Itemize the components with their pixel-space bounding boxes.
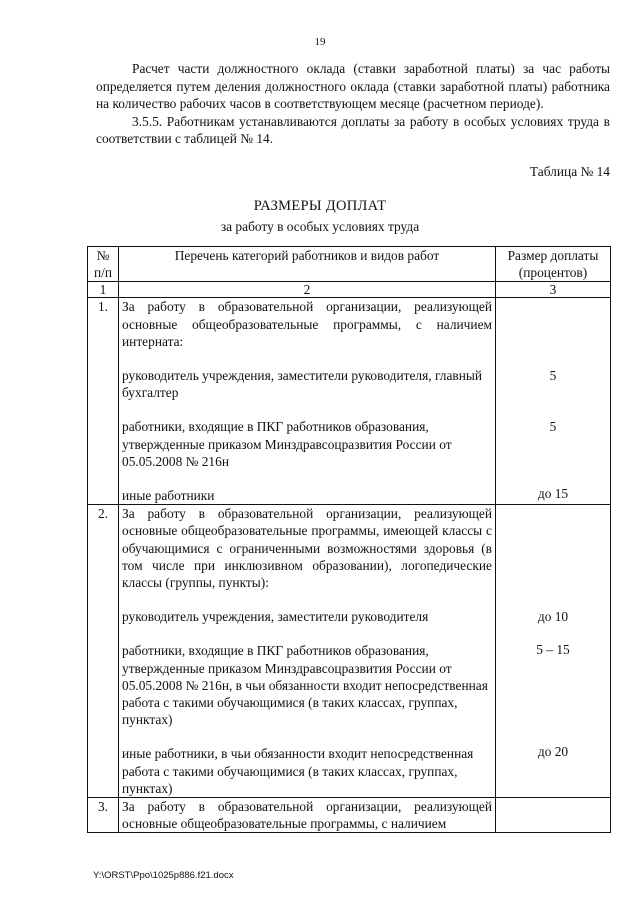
row-content	[119, 298, 496, 505]
table-subtitle: за работу в особых условиях труда	[220, 219, 420, 234]
header-rate: Размер доплаты (процентов)	[496, 247, 611, 282]
table-row	[88, 505, 611, 798]
column-number: 2	[119, 282, 496, 298]
header-list: Перечень категорий работников и видов работ	[119, 247, 496, 282]
footer-file-path: Y:\ORST\Ppo\1025p886.f21.docx	[93, 870, 234, 881]
rate-cell	[496, 505, 611, 798]
rate-value: 5	[549, 368, 557, 384]
rate-value: 5 – 15	[536, 642, 570, 658]
table-caption: Таблица № 14	[529, 164, 610, 179]
rate-cell	[496, 798, 611, 833]
category-text: работники, входящие в ПКГ работников образования, утвержденные приказом Минздравсоцразвития России от 05.05.2008 № 216н, в чьи обязанности входит непосредственная работа с такими обучающимися (в таких классах, группах, пунктах)	[122, 643, 488, 728]
paragraph: 3.5.5. Работникам устанавливаются доплаты за работу в особых условиях труда в соответствии с таблицей № 14.	[96, 113, 610, 147]
paragraph: Расчет части должностного оклада (ставки заработной платы) за час работы определяется путем деления должностного оклада (ставки заработной платы) работника на количество рабочих часов в соответствующем месяце (расчетном периоде).	[96, 61, 610, 112]
allowance-table	[87, 246, 611, 833]
category-text: руководитель учреждения, заместители руководителя, главный бухгалтер	[122, 368, 483, 401]
page-number: 19	[314, 36, 326, 48]
body-text	[96, 60, 610, 148]
row-content	[119, 505, 496, 798]
row-number: 1.	[88, 298, 119, 505]
row-number: 3.	[88, 798, 119, 833]
category-text: руководитель учреждения, заместители руководителя	[122, 609, 429, 625]
category-text: иные работники, в чьи обязанности входит непосредственная работа с такими обучающимися (в таких классах, группах, пунктах)	[122, 746, 474, 796]
column-number: 1	[88, 282, 119, 298]
header-num: № п/п	[88, 247, 119, 282]
column-number: 3	[496, 282, 611, 298]
column-numbering-row	[88, 282, 611, 298]
table-row	[88, 298, 611, 505]
table-row	[88, 798, 611, 833]
rate-value: до 10	[537, 609, 569, 625]
row-title: За работу в образовательной организации, реализующей основные общеобразовательные программы, с наличием интерната:	[122, 299, 492, 349]
table-title: РАЗМЕРЫ ДОПЛАТ	[253, 198, 387, 214]
category-text: иные работники	[122, 488, 215, 504]
row-title: За работу в образовательной организации, реализующей основные общеобразовательные программы, имеющей классы с обучающимися с ограниченными возможностями здоровья (в том числе при инклюзивном образовании), логопедические классы (группы, пункты):	[122, 506, 492, 591]
category-text: работники, входящие в ПКГ работников образования, утвержденные приказом Минздравсоцразвития России от 05.05.2008 № 216н	[122, 419, 452, 469]
table-header-row	[88, 247, 611, 282]
rate-cell	[496, 298, 611, 505]
rate-value: до 15	[537, 485, 569, 501]
row-content	[119, 798, 496, 833]
rate-value: до 20	[537, 743, 569, 759]
row-number: 2.	[88, 505, 119, 798]
rate-value: 5	[549, 418, 557, 434]
row-title: За работу в образовательной организации, реализующей основные общеобразовательные программы, с наличием	[122, 799, 492, 832]
